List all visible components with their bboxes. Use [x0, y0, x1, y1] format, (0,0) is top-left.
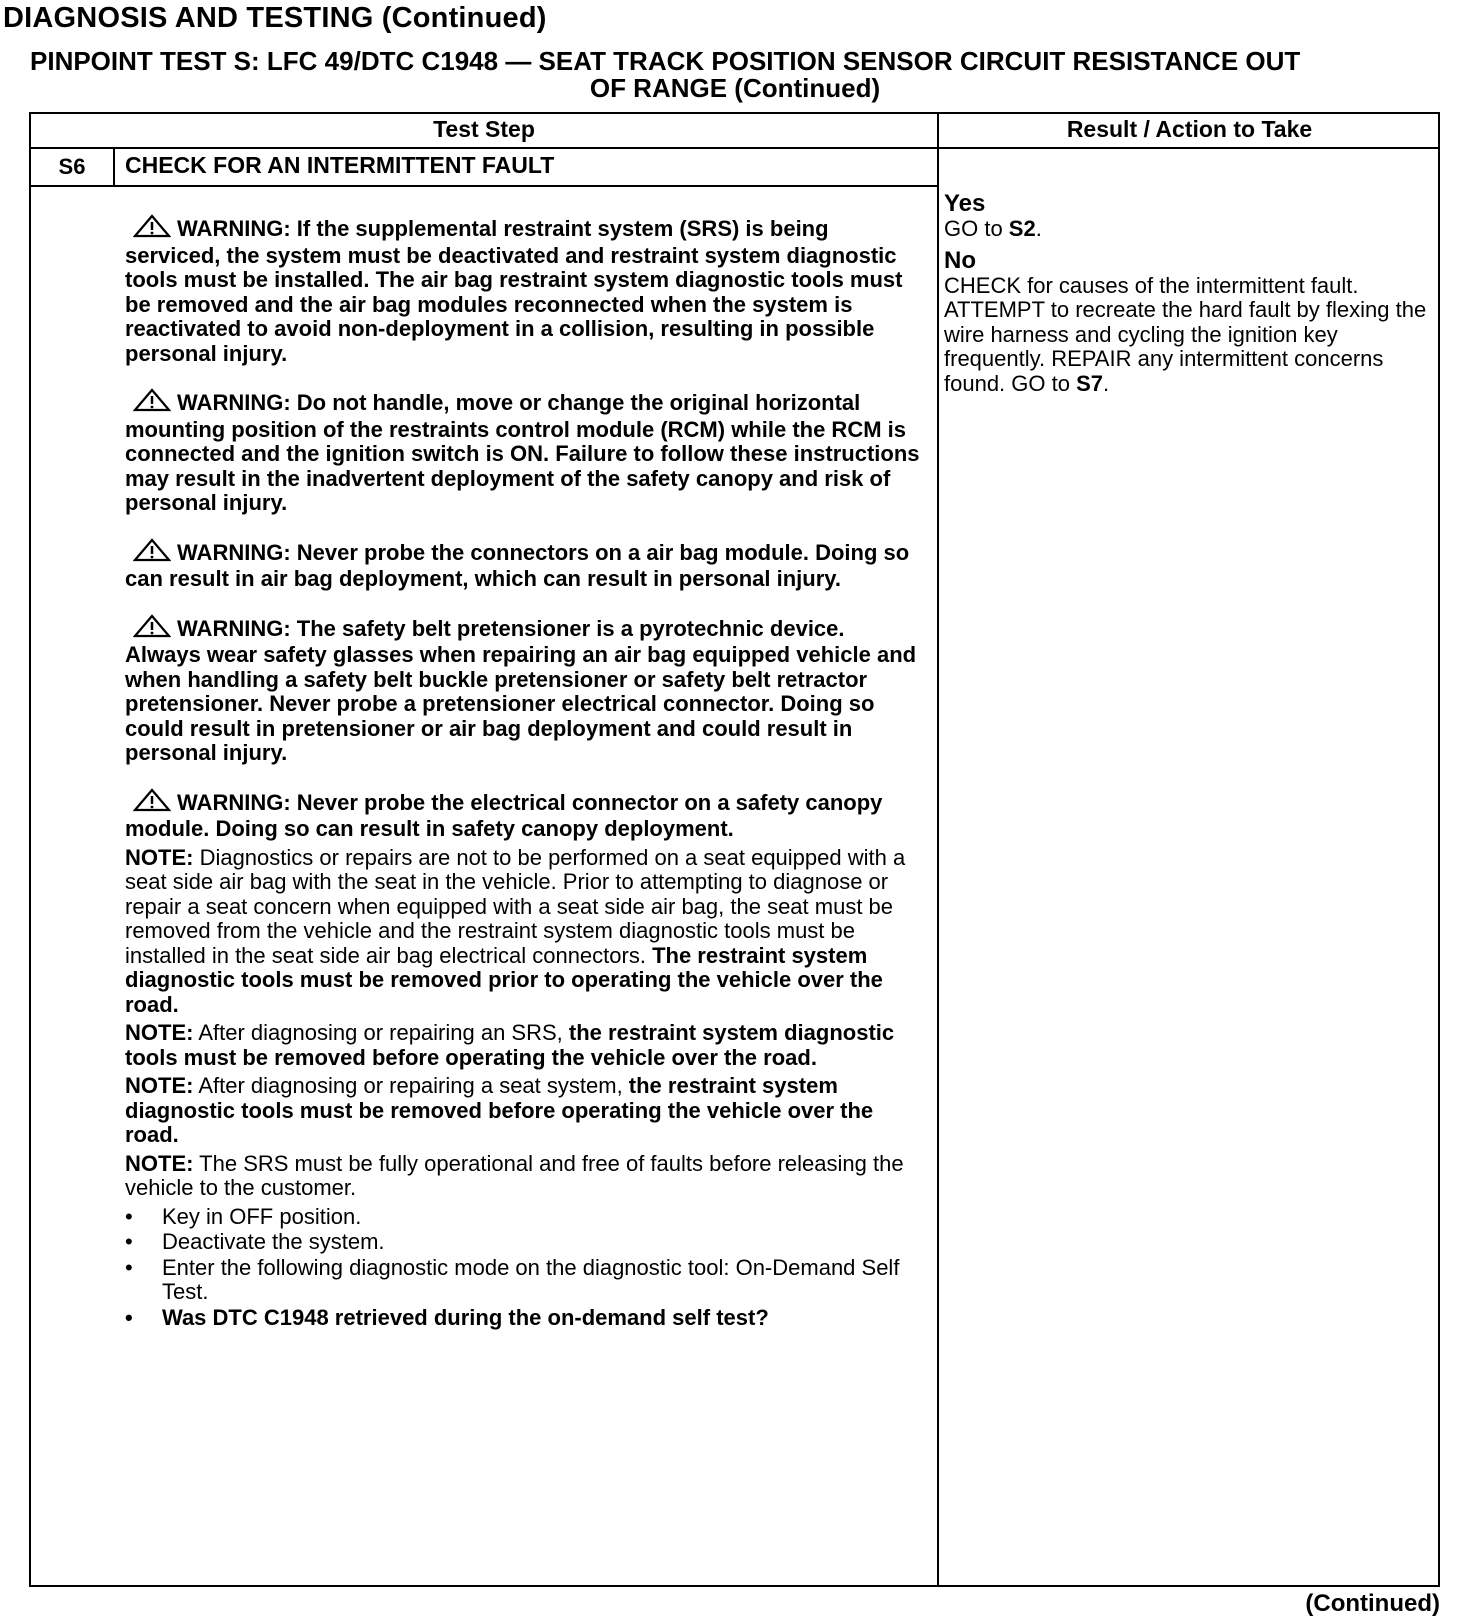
note-3-text: After diagnosing or repairing a seat system,: [193, 1073, 629, 1098]
step-row-divider: [31, 185, 937, 187]
continued-footer: (Continued): [1305, 1590, 1440, 1617]
step-title: CHECK FOR AN INTERMITTENT FAULT: [125, 152, 555, 178]
result-action-body: [944, 184, 1434, 396]
yes-action: [944, 217, 1434, 242]
warning-triangle-icon: [133, 788, 171, 818]
warning-2: [125, 388, 925, 516]
bullet-marker: •: [125, 1254, 133, 1280]
test-title-line-2: OF RANGE (Continued): [589, 73, 881, 103]
pinpoint-test-title: [30, 48, 1440, 102]
warning-triangle-icon: [133, 214, 171, 244]
test-step-body: [125, 214, 925, 1331]
note-label: NOTE:: [125, 1020, 194, 1045]
warning-triangle-icon: [133, 538, 171, 568]
note-4: [125, 1152, 925, 1201]
bullet-marker: •: [125, 1304, 133, 1330]
header-divider: [31, 147, 1438, 149]
bullet-marker: •: [125, 1203, 133, 1229]
warning-5: [125, 788, 925, 842]
yes-action-suffix: .: [1035, 215, 1042, 241]
step-bullet-list: [125, 1205, 925, 1331]
no-action-text: CHECK for causes of the intermittent fault. ATTEMPT to recreate the hard fault by flexing the wire harness and cycling the ignition key frequently. REPAIR any intermittent concerns found. GO to: [944, 272, 1427, 396]
bullet-text: Deactivate the system.: [162, 1229, 385, 1254]
note-1-bold-text: The restraint system diagnostic tools must be removed prior to operating the vehicle over the road.: [125, 942, 883, 1017]
warning-1: [125, 214, 925, 366]
no-label: No: [944, 247, 976, 274]
bullet-marker: •: [125, 1229, 133, 1254]
bullet-text: Enter the following diagnostic mode on the diagnostic tool: On-Demand Self Test.: [162, 1254, 900, 1304]
list-item: [125, 1256, 925, 1305]
bullet-text: Key in OFF position.: [162, 1203, 362, 1229]
list-item: [125, 1205, 925, 1230]
note-2-bold-text: the restraint system diagnostic tools must be removed before operating the vehicle over the road.: [125, 1020, 895, 1070]
note-label: NOTE:: [125, 844, 194, 870]
step-number: S6: [58, 154, 86, 179]
note-label: NOTE:: [125, 1150, 194, 1176]
no-goto-step: S7: [1076, 370, 1103, 396]
step-number-divider: [113, 149, 115, 186]
warning-triangle-icon: [133, 614, 171, 644]
test-title-line-1: PINPOINT TEST S: LFC 49/DTC C1948 — SEAT TRACK POSITION SENSOR CIRCUIT RESISTANCE OUT: [30, 46, 1301, 76]
column-header-test-step: Test Step: [433, 116, 535, 142]
column-divider: [937, 114, 939, 1585]
warning-5-text: WARNING: Never probe the electrical connector on a safety canopy module. Doing so can result in safety canopy deployment.: [125, 789, 883, 841]
question-text: Was DTC C1948 retrieved during the on-demand self test?: [162, 1304, 769, 1330]
warning-3-text: WARNING: Never probe the connectors on a air bag module. Doing so can result in air bag deployment, which can result in personal injury.: [125, 539, 910, 591]
note-2: [125, 1021, 925, 1070]
note-1: [125, 846, 925, 1018]
yes-goto-step: S2: [1008, 215, 1036, 241]
no-action-suffix: .: [1103, 370, 1110, 396]
question-item: [125, 1306, 925, 1331]
yes-label: Yes: [944, 190, 986, 217]
note-label: NOTE:: [125, 1073, 194, 1098]
list-item: [125, 1230, 925, 1255]
test-step-table: [29, 112, 1440, 1587]
note-4-text: The SRS must be fully operational and free of faults before releasing the vehicle to the customer.: [125, 1150, 904, 1200]
column-header-result: Result / Action to Take: [1066, 116, 1313, 142]
warning-3: [125, 538, 925, 592]
note-3-bold-text: the restraint system diagnostic tools must be removed before operating the vehicle over the road.: [125, 1073, 874, 1147]
page-title: DIAGNOSIS AND TESTING (Continued): [3, 2, 547, 34]
note-2-text: After diagnosing or repairing an SRS,: [193, 1020, 569, 1045]
yes-action-text: GO to: [944, 215, 1009, 241]
note-1-text: Diagnostics or repairs are not to be performed on a seat equipped with a seat side air bag with the seat in the vehicle. Prior to attempting to diagnose or repair a seat concern when equipped with a seat side air bag, the seat must be removed from the vehicle and the restraint system diagnostic tools must be installed in the seat side air bag electrical connectors.: [125, 844, 906, 968]
warning-4-text: WARNING: The safety belt pretensioner is a pyrotechnic device. Always wear safety glasses when repairing an air bag equipped vehicle and when handling a safety belt buckle pretensioner or safety belt retractor pretensioner. Never probe a pretensioner electrical connector. Doing so could result in pretensioner or air bag deployment and could result in personal injury.: [125, 615, 917, 765]
note-3: [125, 1074, 925, 1148]
warning-1-text: WARNING: If the supplemental restraint system (SRS) is being serviced, the system must be deactivated and restraint system diagnostic tools must be installed. The air bag restraint system diagnostic tools must be removed and the air bag modules reconnected when the system is reactivated to avoid non-deployment in a collision, resulting in possible personal injury.: [125, 216, 903, 366]
warning-2-text: WARNING: Do not handle, move or change the original horizontal mounting position of the restraints control module (RCM) while the RCM is connected and the ignition switch is ON. Failure to follow these instructions may result in the inadvertent deployment of the safety canopy and risk of personal injury.: [125, 390, 920, 515]
warning-4: [125, 614, 925, 766]
no-action: [944, 274, 1434, 397]
warning-triangle-icon: [133, 388, 171, 418]
